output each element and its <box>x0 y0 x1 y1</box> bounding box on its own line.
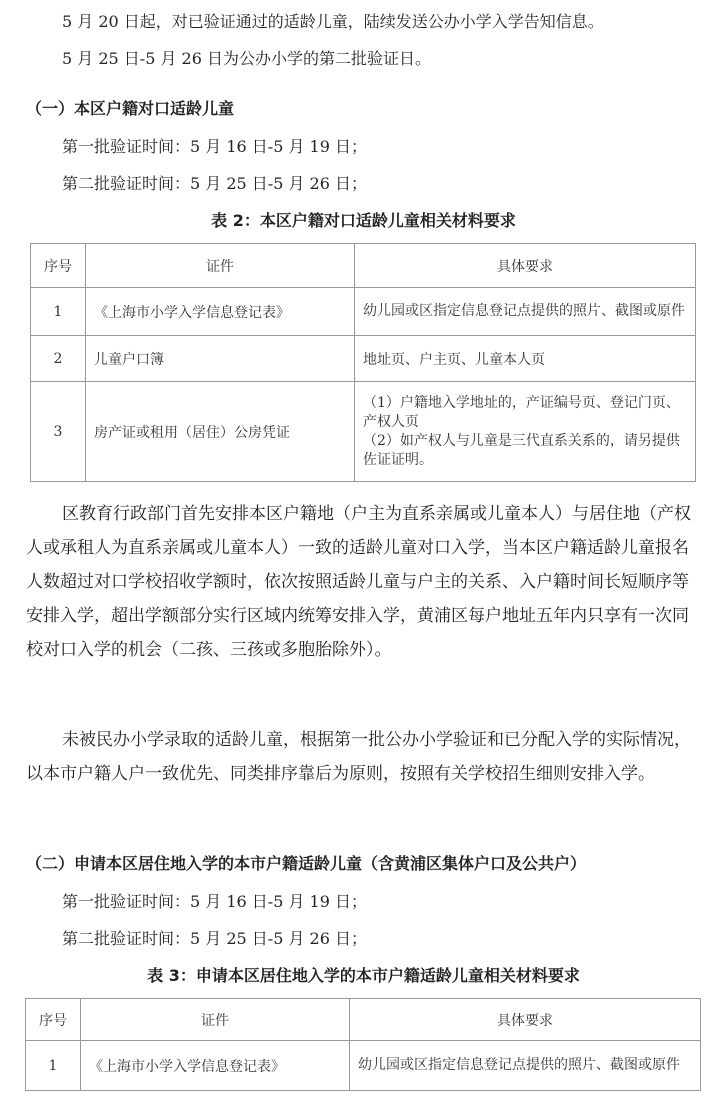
row-req: 幼儿园或区指定信息登记点提供的照片、截图或原件 <box>350 1041 701 1091</box>
table-row <box>26 1041 701 1091</box>
section-1-batch-2: 第二批验证时间：5 月 25 日-5 月 26 日； <box>62 174 368 193</box>
row-no: 3 <box>31 382 86 482</box>
table-row <box>31 288 696 336</box>
row-doc: 《上海市小学入学信息登记表》 <box>81 1041 350 1091</box>
table-header-row <box>31 244 696 288</box>
header-req: 具体要求 <box>355 244 696 288</box>
row-no: 1 <box>31 288 86 336</box>
section-2-heading: （二）申请本区居住地入学的本市户籍适龄儿童（含黄浦区集体户口及公共户） <box>26 854 587 873</box>
header-no: 序号 <box>26 999 81 1041</box>
row-req: 地址页、户主页、儿童本人页 <box>355 336 696 382</box>
row-req <box>355 382 696 482</box>
table-2 <box>30 243 696 482</box>
paragraph-1 <box>26 497 698 667</box>
header-req: 具体要求 <box>350 999 701 1041</box>
paragraph-2-text: 未被民办小学录取的适龄儿童，根据第一批公办小学验证和已分配入学的实际情况，以本市户籍人户一致优先、同类排序靠后为原则，按照有关学校招生细则安排入学。 <box>26 730 691 784</box>
row-doc: 《上海市小学入学信息登记表》 <box>86 288 355 336</box>
section-2-batch-2: 第二批验证时间：5 月 25 日-5 月 26 日； <box>62 929 368 948</box>
section-2-batch-1: 第一批验证时间：5 月 16 日-5 月 19 日； <box>62 892 368 911</box>
section-1-batch-1: 第一批验证时间：5 月 16 日-5 月 19 日； <box>62 137 368 156</box>
row-doc: 儿童户口簿 <box>86 336 355 382</box>
table-row <box>31 382 696 482</box>
row-req-part-2: （2）如产权人与儿童是三代直系关系的，请另提供佐证证明。 <box>363 432 680 468</box>
row-req-part-1: （1）户籍地入学地址的，产证编号页、登记门页、产权人页 <box>363 394 680 430</box>
header-doc: 证件 <box>86 244 355 288</box>
intro-line-2: 5 月 25 日-5 月 26 日为公办小学的第二批验证日。 <box>62 49 432 68</box>
table-row <box>31 336 696 382</box>
table-2-title: 表 2：本区户籍对口适龄儿童相关材料要求 <box>211 211 516 230</box>
header-no: 序号 <box>31 244 86 288</box>
row-no: 1 <box>26 1041 81 1091</box>
intro-line-1: 5 月 20 日起，对已验证通过的适龄儿童，陆续发送公办小学入学告知信息。 <box>62 12 604 31</box>
section-1-heading: （一）本区户籍对口适龄儿童 <box>26 99 235 118</box>
row-no: 2 <box>31 336 86 382</box>
table-header-row <box>26 999 701 1041</box>
table-3-title: 表 3：申请本区居住地入学的本市户籍适龄儿童相关材料要求 <box>147 966 580 985</box>
header-doc: 证件 <box>81 999 350 1041</box>
table-3 <box>25 998 701 1091</box>
paragraph-2 <box>26 723 698 791</box>
paragraph-1-text: 区教育行政部门首先安排本区户籍地（户主为直系亲属或儿童本人）与居住地（产权人或承租人为直系亲属或儿童本人）一致的适龄儿童对口入学，当本区户籍适龄儿童报名人数超过对口学校招收学额时，依次按照适龄儿童与户主的关系、入户籍时间长短顺序等安排入学，超出学额部分实行区域内统筹安排入学，黄浦区每户地址五年内只享有一次同校对口入学的机会（二孩、三孩或多胞胎除外）。 <box>26 504 691 660</box>
row-doc: 房产证或租用（居住）公房凭证 <box>86 382 355 482</box>
row-req: 幼儿园或区指定信息登记点提供的照片、截图或原件 <box>355 288 696 336</box>
